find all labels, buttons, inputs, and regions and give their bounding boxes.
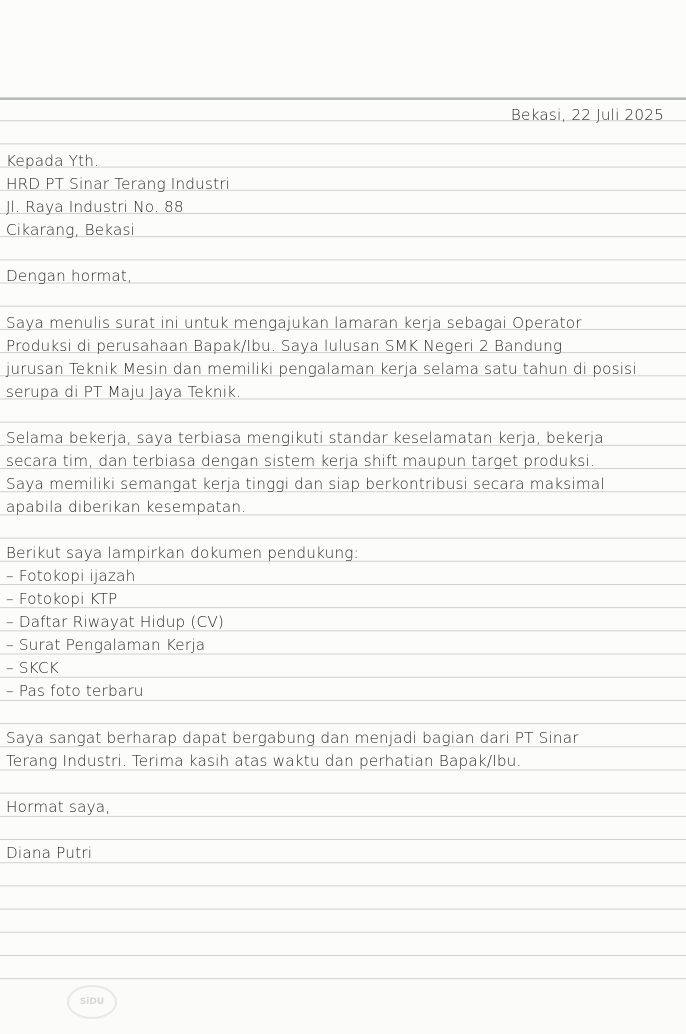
attachment-item: – SKCK [6, 659, 59, 677]
attachment-item: – Surat Pengalaman Kerja [6, 636, 206, 654]
paper-header-margin [0, 0, 686, 97]
closing-paragraph-line: Terang Industri. Terima kasih atas waktu dan perhatian Bapak/Ibu. [6, 752, 522, 770]
recipient-line: Jl. Raya Industri No. 88 [6, 198, 184, 216]
closing: Hormat saya, [6, 798, 111, 816]
paragraph-1-line: serupa di PT Maju Jaya Teknik. [6, 383, 242, 401]
attachment-item: – Fotokopi ijazah [6, 567, 136, 585]
salutation: Dengan hormat, [6, 267, 133, 285]
recipient-line: HRD PT Sinar Terang Industri [6, 175, 231, 193]
recipient-line: Kepada Yth. [6, 152, 100, 170]
paragraph-2-line: apabila diberikan kesempatan. [6, 498, 247, 516]
recipient-line: Cikarang, Bekasi [6, 221, 136, 239]
paragraph-1-line: Saya menulis surat ini untuk mengajukan lamaran kerja sebagai Operator [6, 314, 582, 332]
paragraph-1-line: Produksi di perusahaan Bapak/Ibu. Saya lulusan SMK Negeri 2 Bandung [6, 337, 563, 355]
signature-name: Diana Putri [6, 844, 93, 862]
attachments-intro: Berikut saya lampirkan dokumen pendukung: [6, 544, 359, 562]
attachment-item: – Daftar Riwayat Hidup (CV) [6, 613, 225, 631]
letter-date: Bekasi, 22 Juli 2025 [510, 106, 664, 124]
closing-paragraph-line: Saya sangat berharap dapat bergabung dan menjadi bagian dari PT Sinar [6, 729, 579, 747]
header-rule [0, 98, 686, 100]
paper-brand-logo: SiDU [67, 985, 117, 1019]
paragraph-2-line: Selama bekerja, saya terbiasa mengikuti standar keselamatan kerja, bekerja [6, 429, 604, 447]
attachment-item: – Pas foto terbaru [6, 682, 144, 700]
paragraph-1-line: jurusan Teknik Mesin dan memiliki pengalaman kerja selama satu tahun di posisi [6, 360, 637, 378]
paragraph-2-line: Saya memiliki semangat kerja tinggi dan siap berkontribusi secara maksimal [6, 475, 605, 493]
paragraph-2-line: secara tim, dan terbiasa dengan sistem kerja shift maupun target produksi. [6, 452, 595, 470]
attachment-item: – Fotokopi KTP [6, 590, 118, 608]
